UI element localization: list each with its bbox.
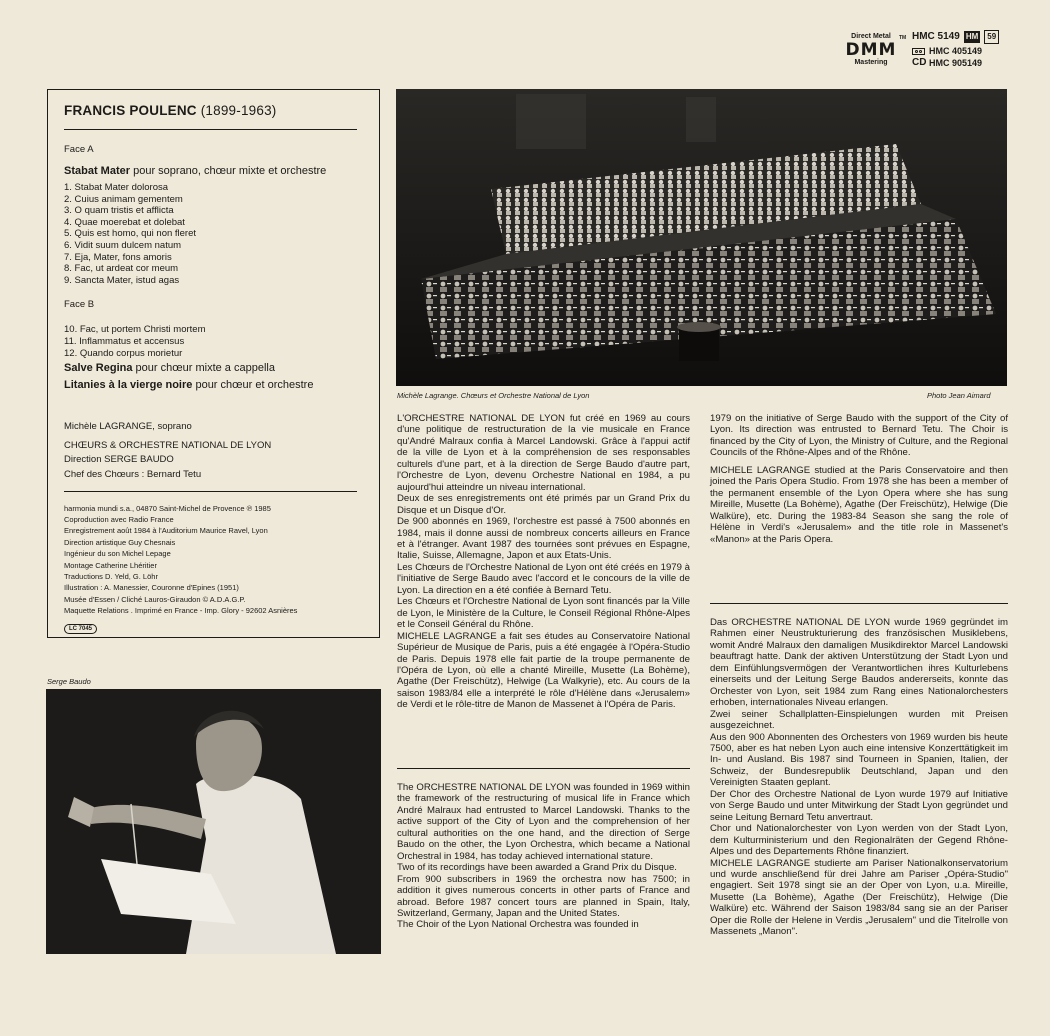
- work-scoring: pour soprano, chœur mixte et orchestre: [133, 165, 327, 177]
- cassette-number: HMC 405149: [929, 46, 983, 56]
- work-scoring: pour chœur mixte a cappella: [135, 362, 275, 375]
- cd-label: CD: [912, 57, 927, 68]
- track-b-1: 10. Fac, ut portem Christi mortem: [64, 324, 206, 336]
- hm-badge: HM: [965, 32, 979, 41]
- catalog-number: HMC 5149: [912, 31, 960, 42]
- german-paragraph-3: Aus den 900 Abonnenten des Orchesters von 1969 wurden bis heute 7500, aber es hat neben Lyon auch eine intensive Konzerttätigkeit im In- und Ausland. Bis 1987 sind Tourneen in Spanien, Italien, der Schweiz, der Bundesrepublik Deutschland, Japan und den Vereinigten Staaten geplant.: [710, 731, 1008, 789]
- english-paragraph-3: From 900 subscribers in 1969 the orchestra now has 7500; in addition it gives numerous concerts in other parts of France and abroad. Before 1987 concert tours are planned in Spain, Italy, Switzerland, Germany, Japan and the United States.: [397, 873, 690, 919]
- production-line-2: Coproduction avec Radio France: [64, 515, 174, 525]
- credit-conductor: Direction SERGE BAUDO: [64, 453, 174, 465]
- credit-chorus-master: Chef des Chœurs : Bernard Tetu: [64, 468, 202, 480]
- work-scoring: pour chœur et orchestre: [195, 379, 314, 392]
- french-paragraph-5: Les Chœurs et l'Orchestre National de Lyon sont financés par la Ville de Lyon, le Ministère de la Culture, le Conseil Régional Rhône-Alpes et le Conseil Général du Rhône.: [397, 596, 690, 631]
- track-a-9: 9. Sancta Mater, istud agas: [64, 274, 180, 286]
- english-paragraph-2: Two of its recordings have been awarded a Grand Prix du Disque.: [397, 862, 677, 874]
- german-paragraph-5: Chor und Nationalorchester von Lyon werden von der Stadt Lyon, dem Kulturministerium und den Regionalräten der Gegend Rhône-Alpes und des Departements Rhône finanziert.: [710, 823, 1008, 858]
- track-a-6: 6. Vidit suum dulcem natum: [64, 239, 182, 251]
- orchestra-photo-image: [396, 89, 1007, 386]
- dmm-tm: TM: [899, 35, 907, 41]
- heading-rule: [64, 129, 357, 130]
- track-a-8: 8. Fac, ut ardeat cor meum: [64, 263, 179, 275]
- hm-number: 59: [984, 30, 999, 44]
- cassette-icon: [912, 48, 925, 55]
- production-line-1: harmonia mundi s.a., 04870 Saint-Michel de Provence ℗ 1985: [64, 503, 271, 513]
- track-a-5: 5. Quis est homo, qui non fleret: [64, 228, 197, 240]
- cd-number: HMC 905149: [929, 58, 983, 68]
- lc-label-code: LC 7045: [64, 624, 97, 634]
- french-paragraph-1: L'ORCHESTRE NATIONAL DE LYON fut créé en 1969 au cours d'une politique de restructuration de la vie musicale en France qu'André Malraux confia à Marcel Landowski. Grâce à l'appui actif de la ville de Lyon et à la compréhension de ses responsables culturels d'une part, et à la direction de Serge Baudo d'autre part, l'Orchestre de Lyon, devenu Orchestre National en 1984, a pu aujourd'hui atteindre un niveau international.: [397, 413, 690, 493]
- work-title: Stabat Mater: [64, 165, 131, 177]
- production-line-10: Maquette Relations . Imprimé en France - Imp. Glory - 92602 Asnières: [64, 606, 298, 616]
- french-paragraph-3: De 900 abonnés en 1969, l'orchestre est passé à 7500 abonnés en 1984, mais il donne aussi de nombreux concerts ailleurs en France et à l'étranger. Avant 1987 des tournées sont prévues en Espagne, Italie, Suisse, Allemagne, Japon et aux Etats-Unis.: [397, 516, 690, 562]
- track-a-1: 1. Stabat Mater dolorosa: [64, 182, 169, 193]
- conductor-photo-caption: Serge Baudo: [47, 677, 91, 686]
- production-line-8: Illustration : A. Manessier, Couronne d'Epines (1951): [64, 583, 239, 593]
- production-line-6: Montage Catherine Lhéritier: [64, 560, 157, 570]
- face-b-label: Face B: [64, 299, 95, 311]
- work-title: Litanies à la vierge noire: [64, 379, 193, 392]
- french-paragraph-4: Les Chœurs de l'Orchestre National de Lyon ont été créés en 1979 à l'initiative de Serge Baudo avec l'accord et le concours de la ville de Lyon. La direction en a été confiée à Bernard Tetu.: [397, 561, 690, 596]
- orchestra-photo: [396, 89, 1007, 386]
- program-box: [47, 89, 380, 638]
- track-list-a: [64, 182, 363, 286]
- conductor-photo-image: [46, 689, 381, 954]
- french-english-divider: [397, 768, 690, 769]
- french-paragraph-2: Deux de ses enregistrements ont été primés par un Grand Prix du Disque et un Disque d'Or.: [397, 493, 690, 516]
- orchestra-photo-credit: Photo Jean Aimard: [927, 391, 991, 400]
- catalog-block: [912, 31, 999, 69]
- production-line-5: Ingénieur du son Michel Lepage: [64, 549, 171, 559]
- work-title: Salve Regina: [64, 362, 133, 375]
- production-line-9: Musée d'Essen / Cliché Lauros-Giraudon © A.D.A.G.P.: [64, 594, 246, 604]
- production-credits: [64, 503, 363, 617]
- german-notes: [710, 617, 1008, 938]
- french-notes: [397, 413, 690, 711]
- production-line-7: Traductions D. Yeld, G. Löhr: [64, 572, 158, 582]
- german-paragraph-4: Der Chor des Orchestre National de Lyon wurde 1979 auf Initiative von Serge Baudo und unter Mitwirkung der Stadt Lyon gegründet und seine Leitung Bernard Tetu anvertraut.: [710, 788, 1008, 823]
- track-b-2: 11. Inflammatus et accensus: [64, 335, 185, 347]
- english-notes-part1: [397, 782, 690, 931]
- french-paragraph-6: MICHELE LAGRANGE a fait ses études au Conservatoire National Supérieur de Musique de Paris, puis a été engagée à l'Opéra-Studio de Paris. Depuis 1978 elle fait partie de la troupe permanente de l'Opéra de Lyon, où elle a chanté Mireille, Musette (La Bohème), Agathe (Der Freischütz), Helwige (La Walkyrie), etc. Au cours de la saison 1983/84 elle a interprété le rôle d'Hélène dans «Jerusalem» de Verdi et le rôle-titre de Manon de Massenet à l'Opéra de Paris.: [397, 630, 690, 711]
- credits-rule: [64, 491, 357, 492]
- german-paragraph-2: Zwei seiner Schallplatten-Einspielungen wurden mit Preisen ausgezeichnet.: [710, 708, 1008, 732]
- track-a-3: 3. O quam tristis et afflicta: [64, 205, 174, 217]
- credit-soprano: Michèle LAGRANGE, soprano: [64, 421, 192, 433]
- track-a-4: 4. Quae moerebat et dolebat: [64, 216, 185, 228]
- english-paragraph-1: The ORCHESTRE NATIONAL DE LYON was founded in 1969 within the framework of the restructuring of musical life in France which André Malraux had entrusted to Marcel Landowski. Thanks to the active support of the City of Lyon and the comprehension of her cultural authorities on the one hand, and the direction of Serge Baudo on the other, the Lyon Orchestra, which became a National Orchestral in 1984, has today achieved international stature.: [397, 782, 690, 862]
- credit-ensemble: CHŒURS & ORCHESTRE NATIONAL DE LYON: [64, 439, 272, 451]
- composer-name: FRANCIS POULENC: [64, 103, 197, 118]
- dmm-logo-mark: DMM: [845, 40, 897, 60]
- face-a-label: Face A: [64, 144, 94, 155]
- english-paragraph-cont-2: MICHELE LAGRANGE studied at the Paris Conservatoire and then joined the Paris Opera Studio. From 1978 she has been a member of the permanent ensemble of the Lyon Opera where she has sung Mireille, Musette (La Bohème), Agathe (Der Freischütz), Helwige (Die Walküre), etc. During the 1983-84 Season she sang the role of Hélène in Verdi's «Jerusalem» and the title role in Massenet's «Manon» at the Paris Opera.: [710, 464, 1008, 545]
- production-line-3: Enregistrement août 1984 à l'Auditorium Maurice Ravel, Lyon: [64, 526, 268, 536]
- work-salve-regina: [64, 362, 363, 374]
- dmm-bottom-text: Mastering: [854, 59, 888, 66]
- track-list-b: [64, 324, 363, 359]
- track-b-3: 12. Quando corpus morietur: [64, 347, 183, 359]
- conductor-photo: [46, 689, 381, 954]
- work-stabat-mater: [64, 165, 363, 177]
- english-paragraph-4: The Choir of the Lyon National Orchestra was founded in: [397, 919, 639, 931]
- performer-credits: [64, 419, 363, 483]
- production-line-4: Direction artistique Guy Chesnais: [64, 537, 176, 547]
- work-litanies: [64, 379, 363, 391]
- german-paragraph-1: Das ORCHESTRE NATIONAL DE LYON wurde 1969 gegründet im Rahmen einer Neustrukturierung des französischen Musiklebens, womit André Malraux den damaligen Musikdirektor Marcel Landowski beauftragt hatte. Dank der aktiven Unterstützung der Stadt Lyon und dem Einfühlungsvermögen der Verantwortlichen ihres Kulturlebens einerseits und der Leitung Serge Baudos andererseits, konnte das Orchester von Lyon, seit 1984 zum Rang eines Nationalorchesters erhoben, internationales Niveau erlangen.: [710, 617, 1008, 709]
- english-paragraph-cont-1: 1979 on the initiative of Serge Baudo with the support of the City of Lyon. Its direction was entrusted to Bernard Tetu. The Choir is financed by the City of Lyon, the Ministry of Culture, and the Regional Councils of the Rhône-Alpes and of the Rhône.: [710, 413, 1008, 459]
- english-german-divider: [710, 603, 1008, 604]
- composer-dates: (1899-1963): [200, 103, 277, 118]
- orchestra-photo-caption: Michèle Lagrange. Chœurs et Orchestre National de Lyon: [397, 391, 590, 400]
- german-paragraph-6: MICHELE LAGRANGE studierte am Pariser Nationalkonservatorium und wurde anschließend für drei Jahre am Pariser „Opéra-Studio" engagiert. Seit 1978 singt sie an der Oper von Lyon, u.a. Mireille, Musette (La Bohème), Agathe (Der Freischütz), Helwige (Die Walküre) etc. Während der Saison 1983/84 sang sie an der Pariser Oper die Rolle der Helene in Verdis „Jerusalem" und die Titelrolle von Massenets „Manon".: [710, 857, 1008, 938]
- track-a-7: 7. Eja, Mater, fons amoris: [64, 251, 172, 263]
- composer-heading: [64, 103, 363, 118]
- english-notes-part2: [710, 413, 1008, 545]
- track-a-2: 2. Cuius animam gementem: [64, 193, 183, 205]
- dmm-top-text: Direct Metal: [851, 33, 891, 40]
- dmm-logo: [836, 33, 906, 67]
